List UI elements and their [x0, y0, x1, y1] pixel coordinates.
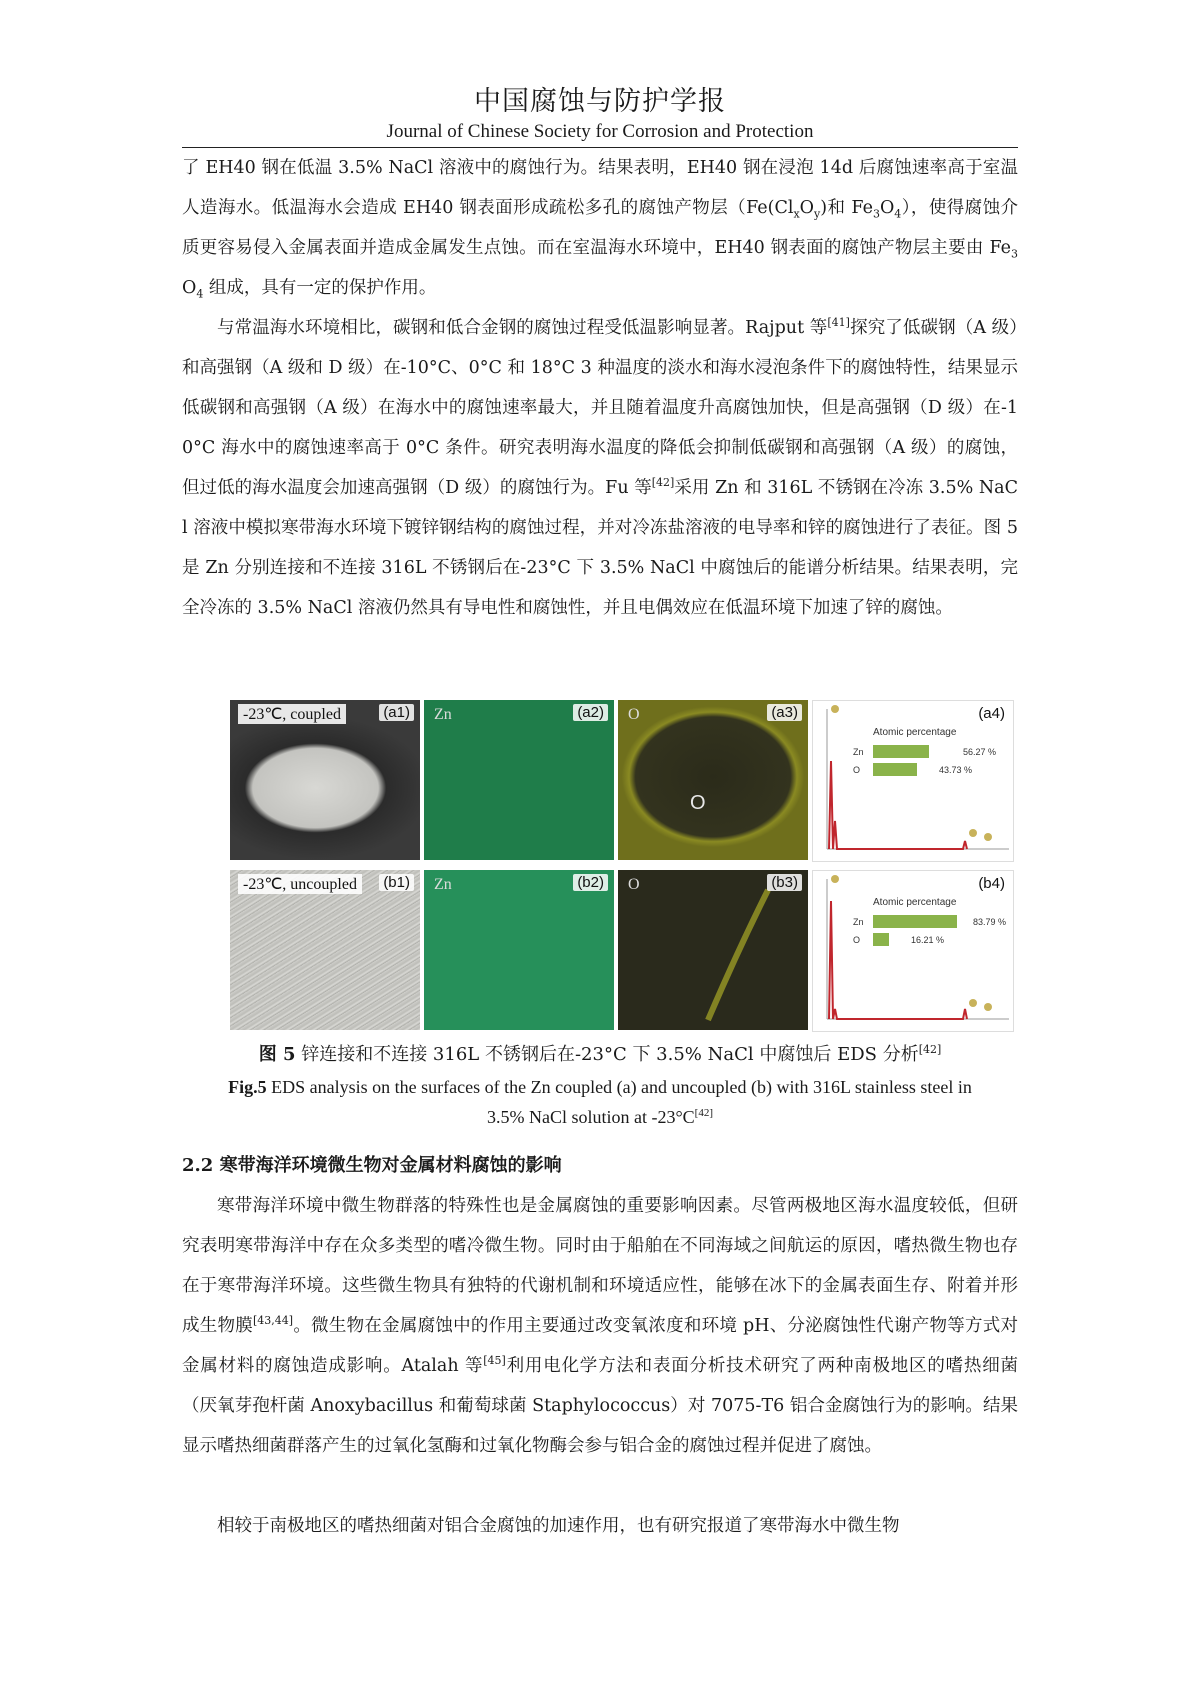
panel-b3-label: (b3) [767, 874, 802, 891]
panel-a3-label: (a3) [767, 704, 802, 721]
panel-a2-element: Zn [434, 706, 452, 723]
p1-line3: 使得腐蚀介质更容易侵入金属表面并造成金属发生点蚀。而在室温海水环境中，EH40 钢表面的 [182, 198, 1018, 258]
p1-line2: 于室温人造海水。低温海水会造成 EH40 钢表面形成疏松多孔的腐蚀产物层（$Fe(Cl_xO_y)$和 $Fe_3O_4$）， [182, 158, 1018, 221]
bar-b-zn [873, 915, 957, 928]
peak-marker [984, 833, 992, 841]
bar-b-o [873, 933, 889, 946]
panel-b4-label: (b4) [978, 875, 1005, 892]
bar-a-zn [873, 745, 929, 758]
atomic-percentage-label: Atomic percentage [873, 897, 957, 908]
figure-caption-cn: 图 5 锌连接和不连接 316L 不锈钢后在-23°C 下 3.5% NaCl 中腐蚀后 EDS 分析[42] [258, 1043, 942, 1065]
panel-b4-eds-spectrum [812, 870, 1014, 1032]
figure-label-cn: 图 5 [258, 1044, 296, 1065]
panel-b2-zn-map [424, 870, 614, 1030]
ref-45: [45] [483, 1354, 506, 1368]
panel-a3-center-label: O [690, 792, 706, 814]
panel-a3-element: O [628, 706, 640, 723]
peak-marker [984, 1003, 992, 1011]
atomic-percentage-label: Atomic percentage [873, 727, 957, 738]
panel-b3-o-map [618, 870, 808, 1030]
spectrum-b4-plot [813, 871, 1013, 1031]
paragraph-1 [182, 148, 1018, 308]
panel-b2-label: (b2) [573, 874, 608, 891]
peak-marker [969, 829, 977, 837]
panel-a2-label: (a2) [573, 704, 608, 721]
section-heading: 2.2 寒带海洋环境微生物对金属材料腐蚀的影响 [182, 1155, 562, 1176]
panel-a3-o-map [618, 700, 808, 860]
pct-a-o: 43.73 % [939, 765, 973, 775]
ref-42: [42] [651, 476, 675, 490]
panel-a1-label: (a1) [379, 704, 414, 721]
panel-a4-eds-spectrum [812, 700, 1014, 862]
journal-title-cn: 中国腐蚀与防护学报 [474, 86, 726, 117]
p1-line4: 腐蚀产物层主要由 $Fe_3O_4$ 组成，具有一定的保护作用。 [182, 238, 1018, 301]
paragraph-4: 相较于南极地区的嗜热细菌对铝合金腐蚀的加速作用，也有研究报道了寒带海水中微生物 [217, 1516, 900, 1536]
panel-a1-title: -23℃, coupled [238, 704, 346, 724]
figure-5 [230, 700, 1040, 1036]
ref-43-44: [43,44] [253, 1314, 294, 1328]
panel-b1-sem-image [230, 870, 420, 1030]
pct-a-zn: 56.27 % [963, 747, 997, 757]
figure-caption-en: Fig.5 EDS analysis on the surfaces of the Zn coupled (a) and uncoupled (b) with 316L stainless steel in 3.5% NaCl solution at -23°C[42] [228, 1077, 972, 1127]
panel-b3-edge [618, 870, 808, 1030]
bar-a-o [873, 763, 917, 776]
spectrum-a4-plot [813, 701, 1013, 861]
journal-title-en: Journal of Chinese Society for Corrosion and Protection [386, 121, 814, 142]
peak-marker [831, 875, 839, 883]
bar-label-o: O [853, 935, 861, 945]
figure-label-en: Fig.5 [228, 1077, 267, 1097]
bar-label-zn: Zn [853, 917, 864, 927]
pct-b-zn: 83.79 % [973, 917, 1007, 927]
p1-line1: 了 EH40 钢在低温 3.5% NaCl 溶液中的腐蚀行为。结果表明，EH40 钢在浸泡 14d 后腐蚀速率高 [182, 158, 966, 178]
pct-b-o: 16.21 % [911, 935, 945, 945]
panel-a1-sem-image [230, 700, 420, 860]
panel-b2-element: Zn [434, 876, 452, 893]
panel-a2-zn-map [424, 700, 614, 860]
bar-label-zn: Zn [853, 747, 864, 757]
panel-b1-label: (b1) [379, 874, 414, 891]
bar-label-o: O [853, 765, 861, 775]
journal-header [182, 84, 1018, 144]
ref-41: [41] [827, 316, 850, 330]
paragraph-2: 与常温海水环境相比，碳钢和低合金钢的腐蚀过程受低温影响显著。Rajput 等[41]探究了低碳钢（A 级）和高强钢（A 级和 D 级）在-10°C、0°C 和 18°C 3 种温度的淡水和海水浸泡条件下的腐蚀特性，结果显示低碳钢和高强钢（A 级）在海水中的腐蚀速率最大，并且随着温度升高腐蚀加快，但是高强钢（D 级）在-10°C 海水中的腐蚀速率高于 0°C 条件。研究表明海水温度的降低会抑制低碳钢和高强钢（A 级）的腐蚀，但过低的海水温度会加速高强钢（D 级）的腐蚀行为。Fu 等[42]采用 Zn 和 316L 不锈钢在冷冻 3.5% NaCl 溶液中模拟寒带海水环境下镀锌钢结构的腐蚀过程，并对冷冻盐溶液的电导率和锌的腐蚀进行了表征。图 5 是 Zn 分别连接和不连接 316L 不锈钢后在-23°C 下 3.5% NaCl 中腐蚀后的能谱分析结果。结果表明，完全冷冻的 3.5% NaCl 溶液仍然具有导电性和腐蚀性，并且电偶效应在低温环境下加速了锌的腐蚀。 [182, 316, 1018, 618]
panel-b3-element: O [628, 876, 640, 893]
panel-a4-label: (a4) [978, 705, 1005, 722]
peak-marker [969, 999, 977, 1007]
peak-marker [831, 705, 839, 713]
paragraph-3: 寒带海洋环境中微生物群落的特殊性也是金属腐蚀的重要影响因素。尽管两极地区海水温度较低，但研究表明寒带海洋中存在众多类型的嗜冷微生物。同时由于船舶在不同海域之间航运的原因，嗜热微生物也存在于寒带海洋环境。这些微生物具有独特的代谢机制和环境适应性，能够在冰下的金属表面生存、附着并形成生物膜[43,44]。微生物在金属腐蚀中的作用主要通过改变氧浓度和环境 pH、分泌腐蚀性代谢产物等方式对金属材料的腐蚀造成影响。Atalah 等[45]利用电化学方法和表面分析技术研究了两种南极地区的嗜热细菌（厌氧芽孢杆菌 Anoxybacillus 和葡萄球菌 Staphylococcus）对 7075-T6 铝合金腐蚀行为的影响。结果显示嗜热细菌群落产生的过氧化氢酶和过氧化物酶会参与铝合金的腐蚀过程并促进了腐蚀。 [182, 1196, 1018, 1456]
panel-b1-title: -23℃, uncoupled [238, 874, 362, 894]
